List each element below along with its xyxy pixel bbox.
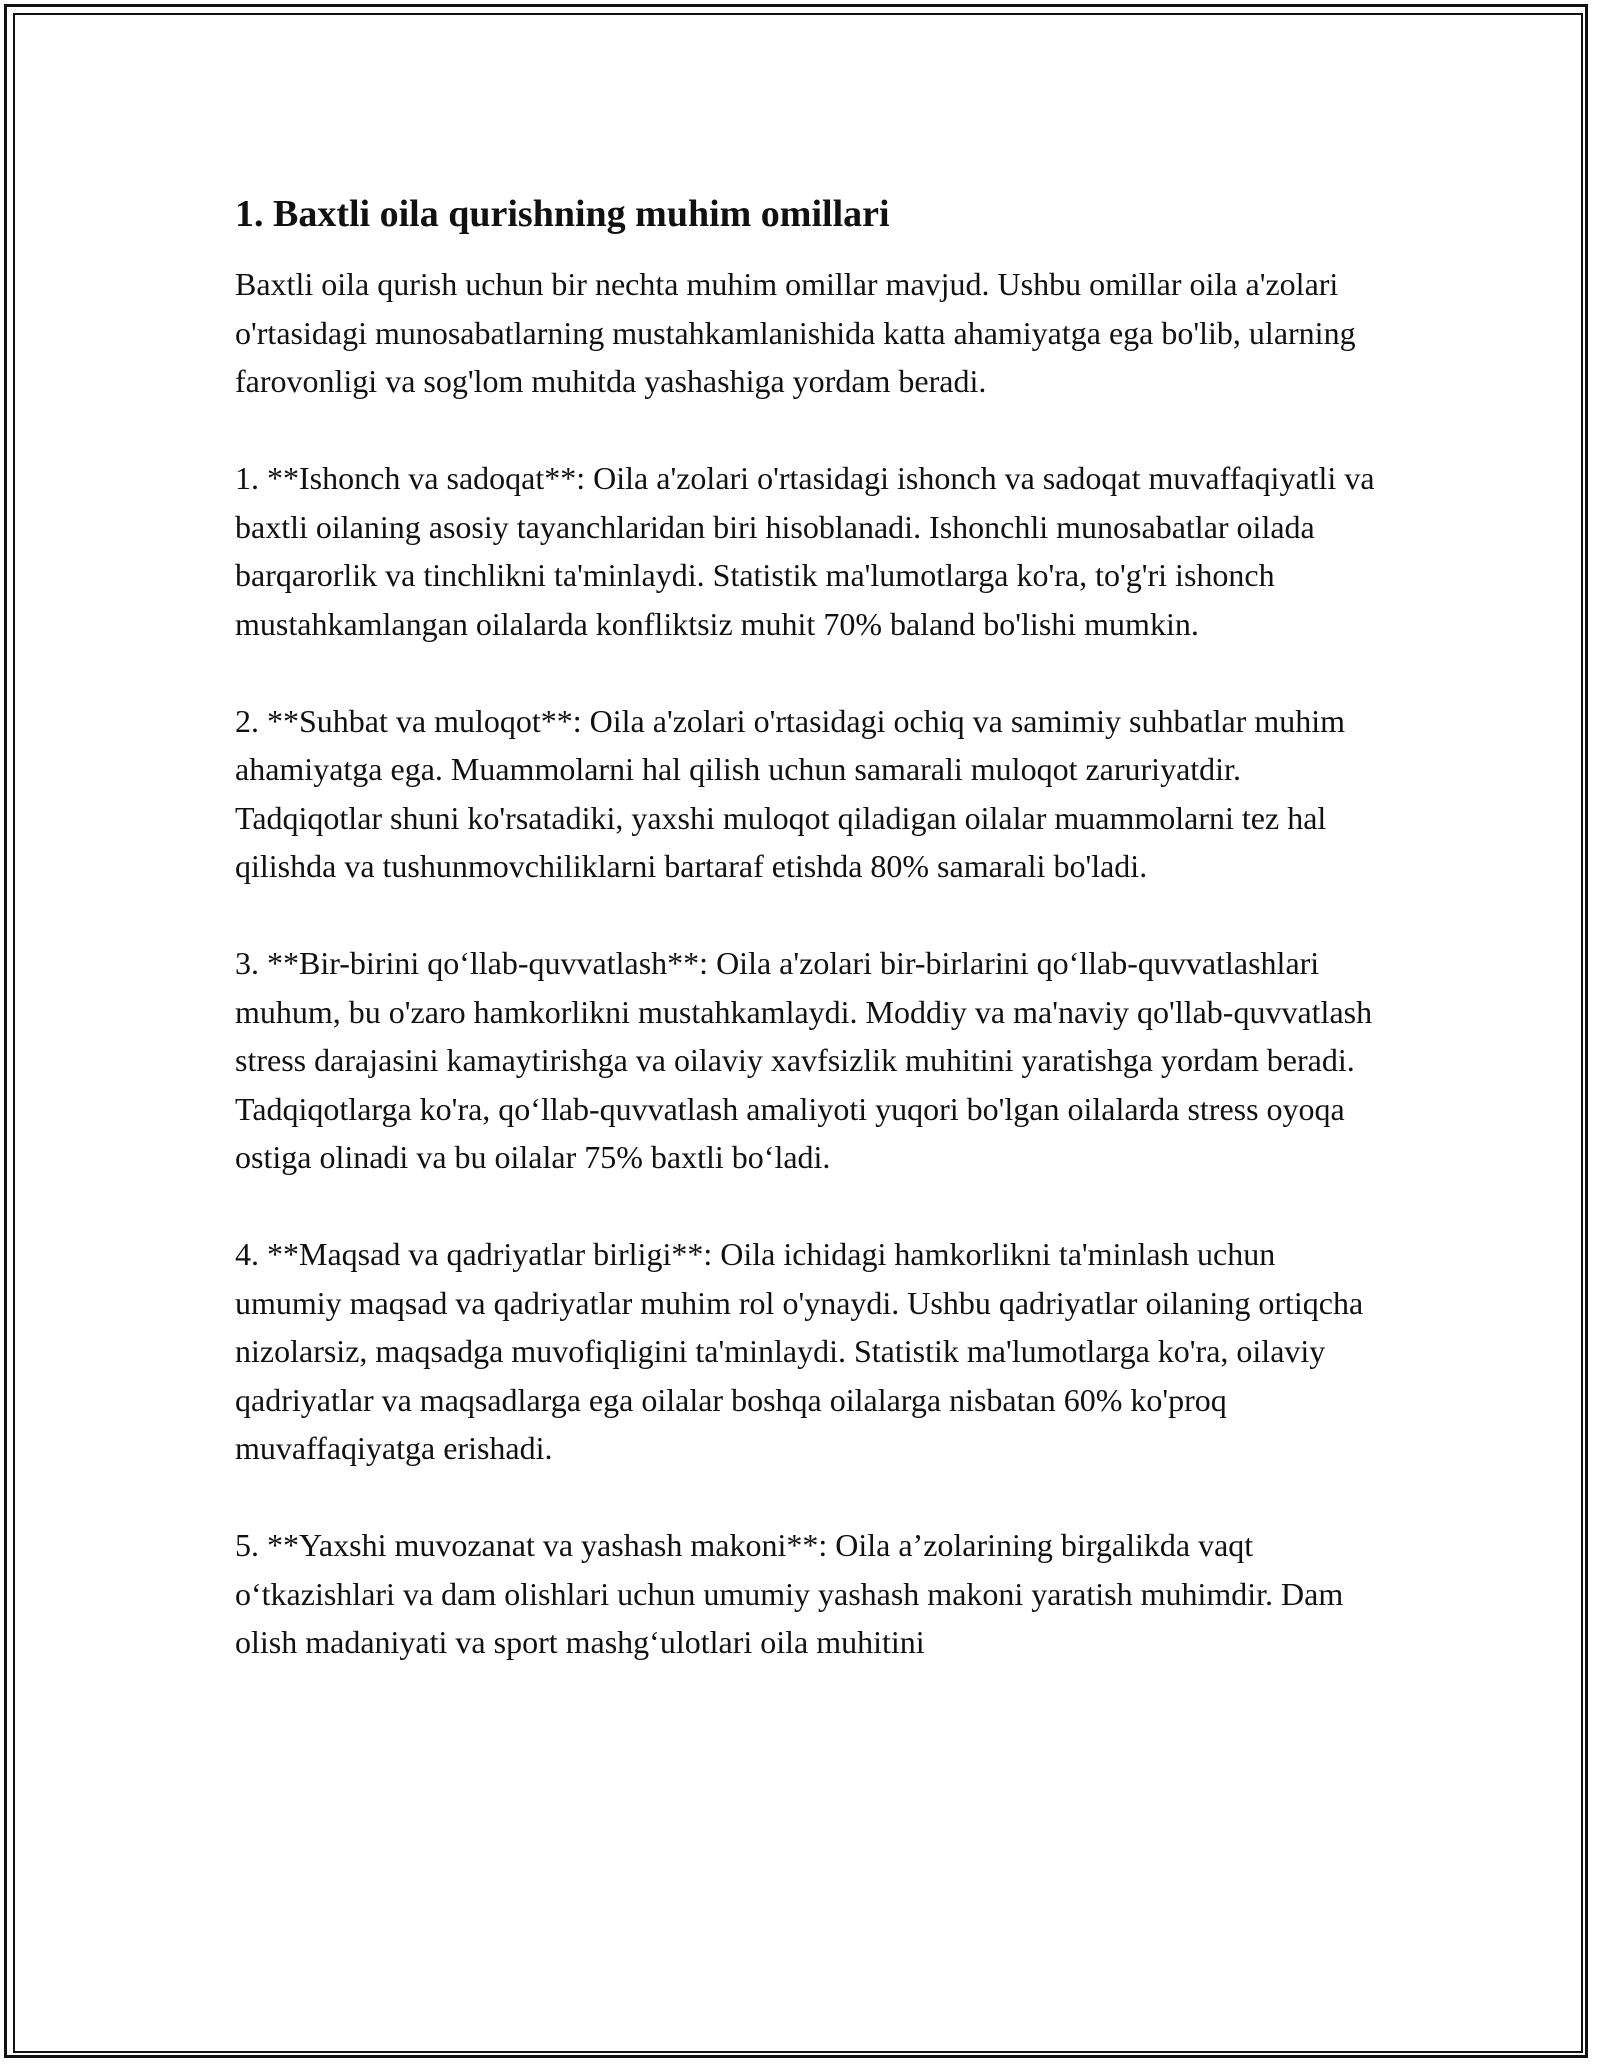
paragraph-support: 3. **Bir-birini qo‘llab-quvvatlash**: Oila a'zolari bir-birlarini qo‘llab-quvvatlashlari muhum, bu o'zaro hamkorlikni mustahkamlaydi. Moddiy va ma'naviy qo'llab-quvvatlash stress darajasini kamaytirishga va oilaviy xavfsizlik muhitini yaratishga yordam beradi. Tadqiqotlarga ko'ra, qo‘llab-quvvatlash amaliyoti yuqori bo'lgan oilalarda stress oyoqa ostiga olinadi va bu oilalar 75% baxtli bo‘ladi. — [235, 945, 1373, 1175]
document-body — [235, 188, 1375, 1715]
paragraph-trust: 1. **Ishonch va sadoqat**: Oila a'zolari o'rtasidagi ishonch va sadoqat muvaffaqiyatli va baxtli oilaning asosiy tayanchlaridan biri hisoblanadi. Ishonchli munosabatlar oilada barqarorlik va tinchlikni ta'minlaydi. Statistik ma'lumotlarga ko'ra, to'g'ri ishonch mustahkamlangan oilalarda konfliktsiz muhit 70% baland bo'lishi mumkin. — [235, 460, 1375, 642]
paragraph-communication: 2. **Suhbat va muloqot**: Oila a'zolari o'rtasidagi ochiq va samimiy suhbatlar muhim ahamiyatga ega. Muammolarni hal qilish uchun samarali muloqot zaruriyatdir. Tadqiqotlar shuni ko'rsatadiki, yaxshi muloqot qiladigan oilalar muammolarni tez hal qilishda va tushunmovchiliklarni bartaraf etishda 80% samarali bo'ladi. — [235, 702, 1345, 884]
document-title: 1. Baxtli oila qurishning muhim omillari — [235, 193, 890, 235]
paragraph-balance: 5. **Yaxshi muvozanat va yashash makoni**: Oila a’zolarining birgalikda vaqt o‘tkazishlari va dam olishlari uchun umumiy yashash makoni yaratish muhimdir. Dam olish madaniyati va sport mashg‘ulotlari oila muhitini — [235, 1527, 1344, 1660]
paragraph-intro: Baxtli oila qurish uchun bir nechta muhim omillar mavjud. Ushbu omillar oila a'zolari o'rtasidagi munosabatlarning mustahkamlanishida katta ahamiyatga ega bo'lib, ularning farovonligi va sog'lom muhitda yashashiga yordam beradi. — [235, 266, 1356, 399]
paragraph-values: 4. **Maqsad va qadriyatlar birligi**: Oila ichidagi hamkorlikni ta'minlash uchun umumiy maqsad va qadriyatlar muhim rol o'ynaydi. Ushbu qadriyatlar oilaning ortiqcha nizolarsiz, maqsadga muvofiqligini ta'minlaydi. Statistik ma'lumotlarga ko'ra, oilaviy qadriyatlar va maqsadlarga ega oilalar boshqa oilalarga nisbatan 60% ko'proq muvaffaqiyatga erishadi. — [235, 1236, 1364, 1466]
